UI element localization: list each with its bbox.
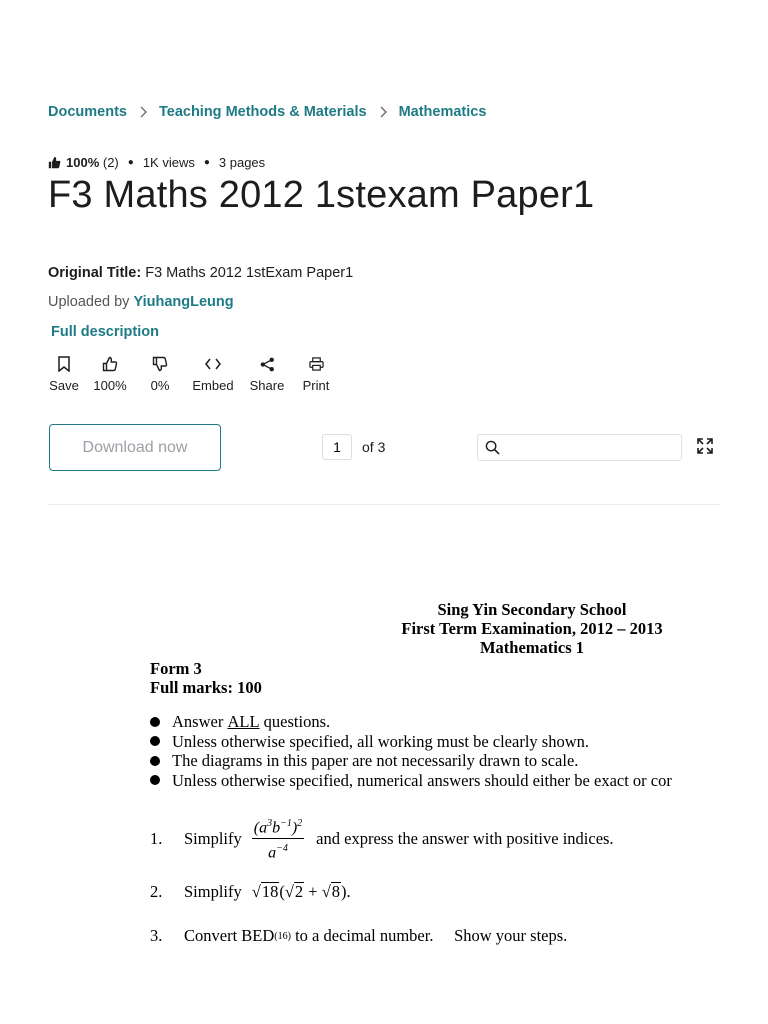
- subject-name: Mathematics 1: [479, 638, 584, 657]
- document-search: [477, 434, 682, 461]
- full-description-link[interactable]: Full description: [51, 324, 159, 340]
- list-item: Unless otherwise specified, all working must be clearly shown.: [150, 732, 672, 752]
- exam-name: First Term Examination, 2012 – 2013: [401, 619, 663, 638]
- search-icon: [485, 440, 500, 455]
- list-item: Unless otherwise specified, numerical answers should either be exact or cor: [150, 771, 672, 791]
- question-text: Convert BED: [184, 926, 275, 945]
- view-count: 1K views: [142, 155, 195, 170]
- print-button[interactable]: [298, 354, 334, 393]
- breadcrumb: [48, 104, 486, 120]
- bullet-icon: [150, 775, 160, 785]
- question-tail: and express the answer with positive indices.: [316, 828, 614, 848]
- question-number: 1.: [150, 828, 163, 848]
- save-button[interactable]: [48, 354, 80, 393]
- action-bar: [48, 354, 344, 393]
- search-input[interactable]: [506, 439, 686, 456]
- question-subscript: (16): [274, 930, 291, 942]
- bookmark-icon: [57, 354, 71, 374]
- print-label: Print: [302, 378, 330, 393]
- chevron-right-icon: [379, 106, 387, 118]
- thumbs-down-icon: [152, 354, 168, 374]
- breadcrumb-mathematics[interactable]: Mathematics: [398, 104, 487, 120]
- full-marks: Full marks: 100: [150, 678, 262, 697]
- original-title-label: Original Title:: [48, 265, 142, 281]
- question-2: [150, 882, 351, 902]
- breadcrumb-teaching-methods[interactable]: Teaching Methods & Materials: [158, 104, 367, 120]
- question-tail: to a decimal number. Show your steps.: [295, 926, 568, 945]
- share-button[interactable]: [246, 354, 288, 393]
- thumbs-up-filled-icon: [48, 156, 61, 169]
- exam-header: [292, 600, 768, 657]
- question-3: [150, 926, 567, 946]
- embed-label: Embed: [192, 378, 234, 393]
- original-title-value: F3 Maths 2012 1stExam Paper1: [145, 265, 354, 281]
- page-count: 3 pages: [218, 155, 266, 170]
- printer-icon: [309, 354, 324, 374]
- list-item: The diagrams in this paper are not necessarily drawn to scale.: [150, 751, 672, 771]
- bullet-icon: [150, 756, 160, 766]
- rating-count: (2): [102, 155, 119, 170]
- thumbs-up-icon: [102, 354, 118, 374]
- math-expression: √18(√2 + √8).: [251, 882, 351, 901]
- meta-separator: ●: [127, 157, 134, 168]
- question-1: [150, 814, 614, 864]
- form-info: [150, 659, 262, 697]
- page-number-input[interactable]: [322, 434, 352, 460]
- original-title: [48, 265, 353, 281]
- rating-percent: 100%: [66, 155, 100, 170]
- page-title: F3 Maths 2012 1stexam Paper1: [48, 174, 595, 216]
- bullet-icon: [150, 736, 160, 746]
- chevron-right-icon: [139, 106, 147, 118]
- page-navigator: [322, 434, 385, 460]
- form-level: Form 3: [150, 659, 202, 678]
- share-icon: [260, 354, 275, 374]
- share-label: Share: [249, 378, 285, 393]
- meta-separator: ●: [203, 157, 210, 168]
- breadcrumb-documents[interactable]: Documents: [48, 104, 127, 120]
- instructions-list: [150, 712, 672, 790]
- list-item: Answer ALL questions.: [150, 712, 672, 732]
- code-icon: [205, 354, 221, 374]
- math-fraction: $\frac{(a^3b^{-1})^2}{a^{-4}}$: [252, 814, 304, 864]
- fullscreen-icon[interactable]: [696, 437, 714, 455]
- like-button[interactable]: [90, 354, 130, 393]
- like-label: 100%: [93, 378, 127, 393]
- question-number: 3.: [150, 926, 163, 945]
- document-meta: [48, 155, 265, 170]
- toolbar-divider: [48, 504, 720, 505]
- dislike-label: 0%: [150, 378, 170, 393]
- question-verb: Simplify: [184, 828, 242, 848]
- bullet-icon: [150, 717, 160, 727]
- dislike-button[interactable]: [140, 354, 180, 393]
- school-name: Sing Yin Secondary School: [437, 600, 627, 619]
- download-now-button[interactable]: Download now: [49, 424, 221, 471]
- question-number: 2.: [150, 882, 163, 901]
- uploader-link[interactable]: YiuhangLeung: [133, 294, 234, 310]
- question-verb: Simplify: [184, 882, 242, 901]
- page-total: of 3: [362, 439, 386, 455]
- embed-button[interactable]: [190, 354, 236, 393]
- document-page: [0, 600, 768, 976]
- uploader: [48, 294, 234, 310]
- save-label: Save: [49, 378, 79, 393]
- uploader-label: Uploaded by: [48, 294, 130, 310]
